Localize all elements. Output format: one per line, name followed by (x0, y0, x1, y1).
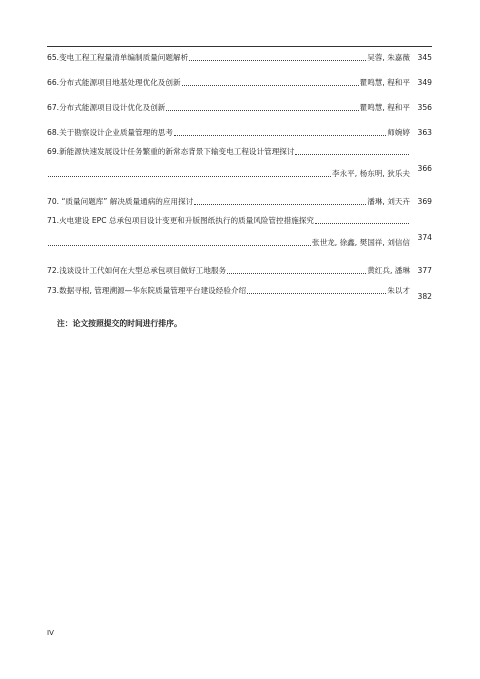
toc-page-number: 363 (417, 128, 432, 137)
toc-authors: 吴蓉, 朱嘉薇 (367, 53, 410, 62)
dot-leader (194, 204, 366, 205)
toc-page-number: 366 (417, 164, 432, 173)
dot-leader (247, 293, 386, 294)
dot-leader (295, 154, 409, 155)
toc-authors: 瞿鸣慧, 程和平 (359, 103, 410, 112)
dot-leader (174, 135, 386, 136)
dot-leader (48, 245, 311, 246)
toc-title: 65.变电工程工程量清单编制质量问题解析 (47, 53, 189, 62)
toc-title: 66.分布式能源项目地基处理优化及创新 (47, 78, 181, 87)
toc-page-number: 349 (417, 78, 432, 87)
page-folio: IV (47, 629, 54, 637)
dot-leader (227, 273, 366, 274)
sorting-note: 注：论文按照提交的时间进行排序。 (57, 319, 182, 328)
dot-leader (48, 176, 331, 177)
toc-authors: 张世龙, 徐鑫, 樊国祥, 刘信信 (311, 238, 410, 247)
toc-page-number: 369 (417, 197, 432, 206)
toc-title: 73.数据寻根, 管理溯源—华东院质量管理平台建设经验介绍 (47, 286, 247, 295)
toc-page-number: 374 (417, 233, 432, 242)
toc-title: 71.火电建设 EPC 总承包项目设计变更和升版图纸执行的质量风险管控措施探究 (47, 216, 314, 225)
toc-authors: 李永平, 杨东明, 狄乐夫 (332, 169, 410, 178)
toc-authors: 瞿鸣慧, 程和平 (359, 78, 410, 87)
header-rule (47, 46, 432, 47)
toc-title: 68.关于勘察设计企业质量管理的思考 (47, 128, 173, 137)
dot-leader (315, 223, 409, 224)
toc-page-number: 356 (417, 103, 432, 112)
toc-page-number: 377 (417, 266, 432, 275)
dot-leader (166, 110, 358, 111)
toc-page-number: 345 (417, 53, 432, 62)
toc-title: 67.分布式能源项目设计优化及创新 (47, 103, 166, 112)
toc-title: 69.新能源快速发展设计任务繁重的新常态背景下输变电工程设计管理探讨 (47, 147, 295, 156)
toc-title: 70. “质量问题库” 解决质量通病的应用探讨 (47, 197, 194, 206)
toc-authors: 朱以才 (387, 286, 410, 295)
dot-leader (189, 60, 366, 61)
toc-authors: 黄红兵, 潘琳 (367, 266, 410, 275)
toc-title: 72.浅谈设计工代如何在大型总承包项目做好工地服务 (47, 266, 227, 275)
dot-leader (182, 85, 359, 86)
toc-authors: 潘琳, 刘天卉 (367, 197, 410, 206)
toc-page-number: 382 (417, 292, 432, 301)
toc-authors: 师婉婷 (387, 128, 410, 137)
